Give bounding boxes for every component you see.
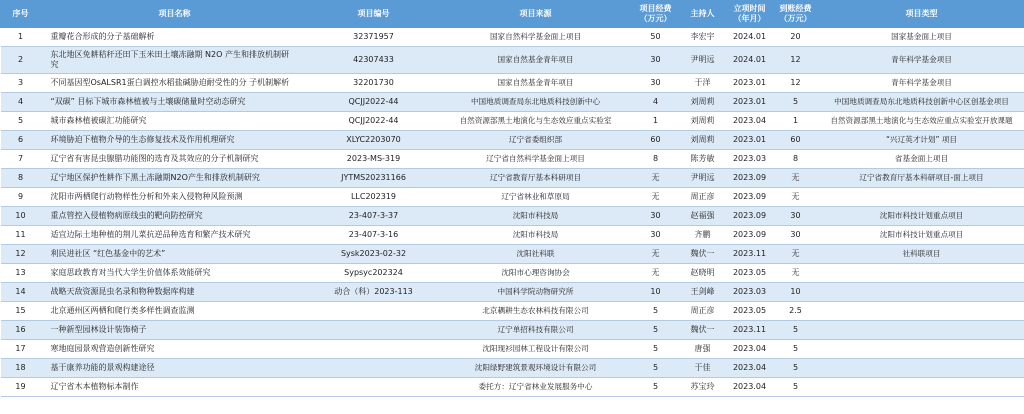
- header-received: [773, 1, 819, 28]
- table-row: [1, 131, 1024, 150]
- cell-name: 辽宁地区保护性耕作下黑土冻融期N2O产生和排放机制研究: [41, 169, 309, 188]
- cell-type: [819, 340, 1024, 359]
- cell-host: 周正彦: [679, 302, 727, 321]
- cell-source: 沈阳市科技局: [439, 207, 633, 226]
- cell-code: XLYC2203070: [309, 131, 439, 150]
- cell-received: 30: [773, 226, 819, 245]
- header-no: 序号: [1, 1, 41, 28]
- cell-no: 4: [1, 93, 41, 112]
- cell-source: 辽宁省教育厅基本科研项目: [439, 169, 633, 188]
- cell-type: [819, 321, 1024, 340]
- cell-name: 寒地庭园景观营造创新性研究: [41, 340, 309, 359]
- cell-type: [819, 378, 1024, 397]
- cell-funding: 5: [633, 359, 679, 378]
- cell-code: [309, 321, 439, 340]
- cell-no: 7: [1, 150, 41, 169]
- cell-received: 10: [773, 283, 819, 302]
- cell-type: 青年科学基金项目: [819, 47, 1024, 74]
- cell-received: 2.5: [773, 302, 819, 321]
- header-received-line2: （万元）: [779, 14, 812, 23]
- header-type: 项目类型: [819, 1, 1024, 28]
- cell-type: 省基金面上项目: [819, 150, 1024, 169]
- cell-received: 无: [773, 264, 819, 283]
- cell-source: 沈阳市科技局: [439, 226, 633, 245]
- cell-host: 魏伏一: [679, 245, 727, 264]
- cell-code: 动合（科）2023-113: [309, 283, 439, 302]
- cell-date: 2023.05: [727, 264, 773, 283]
- cell-name: 家庭思政教育对当代大学生价值体系效能研究: [41, 264, 309, 283]
- cell-date: 2023.09: [727, 207, 773, 226]
- cell-date: 2023.04: [727, 359, 773, 378]
- table-row: [1, 47, 1024, 74]
- cell-funding: 无: [633, 264, 679, 283]
- cell-no: 12: [1, 245, 41, 264]
- header-date-line2: （年月）: [733, 14, 766, 23]
- table-row: [1, 378, 1024, 397]
- cell-no: 11: [1, 226, 41, 245]
- cell-name: 战略天敌资源昆虫名录和物种数据库构建: [41, 283, 309, 302]
- cell-name: 利民进社区 “红色基金中的艺术”: [41, 245, 309, 264]
- cell-received: 5: [773, 359, 819, 378]
- cell-host: 赵福强: [679, 207, 727, 226]
- table-body: [1, 28, 1024, 397]
- cell-source: 自然资源部黑土地演化与生态效应重点实验室: [439, 112, 633, 131]
- cell-funding: 1: [633, 112, 679, 131]
- cell-host: 齐鹏: [679, 226, 727, 245]
- cell-type: 沈阳市科技计划重点项目: [819, 207, 1024, 226]
- cell-date: 2023.09: [727, 226, 773, 245]
- cell-code: [309, 302, 439, 321]
- cell-received: 无: [773, 169, 819, 188]
- cell-received: 5: [773, 93, 819, 112]
- cell-date: 2023.09: [727, 188, 773, 207]
- cell-source: 沈阳市心理咨询协会: [439, 264, 633, 283]
- cell-no: 16: [1, 321, 41, 340]
- header-funding-line1: 项目经费: [639, 4, 672, 13]
- cell-code: Sysk2023-02-32: [309, 245, 439, 264]
- header-received-line1: 到账经费: [779, 4, 812, 13]
- cell-source: 沈阳绿野建筑景观环境设计有限公司: [439, 359, 633, 378]
- cell-date: 2023.04: [727, 340, 773, 359]
- table-row: [1, 93, 1024, 112]
- cell-source: 沈阳社科联: [439, 245, 633, 264]
- cell-source: 国家自然基金青年项目: [439, 74, 633, 93]
- cell-type: 辽宁省教育厅基本科研项目-面上项目: [819, 169, 1024, 188]
- cell-name: “双碳” 目标下城市森林植被与土壤碳储量时空动态研究: [41, 93, 309, 112]
- cell-name: 适宜边际土地种植的荆儿菜抗逆品种选育和繁产技术研究: [41, 226, 309, 245]
- cell-type: 自然资源部黑土地演化与生态效应重点实验室开放课题: [819, 112, 1024, 131]
- table-row: [1, 74, 1024, 93]
- cell-funding: 5: [633, 340, 679, 359]
- table-row: [1, 207, 1024, 226]
- cell-type: [819, 188, 1024, 207]
- cell-no: 17: [1, 340, 41, 359]
- cell-name: 重点管控入侵植物病原线虫的靶向防控研究: [41, 207, 309, 226]
- cell-received: 无: [773, 188, 819, 207]
- cell-no: 5: [1, 112, 41, 131]
- table-row: [1, 264, 1024, 283]
- cell-host: 刘周莉: [679, 93, 727, 112]
- cell-host: 王剑峰: [679, 283, 727, 302]
- cell-host: 李宏宇: [679, 28, 727, 47]
- header-code: 项目编号: [309, 1, 439, 28]
- cell-name: 重瓣花合形成的分子基础解析: [41, 28, 309, 47]
- cell-date: 2023.04: [727, 378, 773, 397]
- cell-type: 沈阳市科技计划重点项目: [819, 226, 1024, 245]
- cell-funding: 30: [633, 207, 679, 226]
- cell-source: 辽宁省委组织部: [439, 131, 633, 150]
- table-row: [1, 150, 1024, 169]
- cell-no: 3: [1, 74, 41, 93]
- cell-code: [309, 378, 439, 397]
- cell-code: QCJJ2022-44: [309, 112, 439, 131]
- cell-funding: 无: [633, 245, 679, 264]
- cell-host: 于洋: [679, 74, 727, 93]
- cell-name: 沈阳市两栖爬行动物样性分析和外来入侵物种风险预测: [41, 188, 309, 207]
- cell-date: 2023.01: [727, 74, 773, 93]
- cell-received: 60: [773, 131, 819, 150]
- cell-received: 30: [773, 207, 819, 226]
- cell-source: 辽宁省自然科学基金面上项目: [439, 150, 633, 169]
- cell-code: 32201730: [309, 74, 439, 93]
- cell-no: 8: [1, 169, 41, 188]
- cell-date: 2023.11: [727, 245, 773, 264]
- cell-received: 5: [773, 378, 819, 397]
- cell-type: [819, 359, 1024, 378]
- cell-no: 14: [1, 283, 41, 302]
- cell-funding: 无: [633, 188, 679, 207]
- cell-no: 18: [1, 359, 41, 378]
- header-host: 主持人: [679, 1, 727, 28]
- cell-funding: 10: [633, 283, 679, 302]
- header-date: [727, 1, 773, 28]
- cell-funding: 无: [633, 169, 679, 188]
- table-row: [1, 112, 1024, 131]
- cell-host: 于佳: [679, 359, 727, 378]
- header-source: 项目来源: [439, 1, 633, 28]
- cell-type: “兴辽英才计划” 项目: [819, 131, 1024, 150]
- table-row: [1, 226, 1024, 245]
- cell-date: 2023.03: [727, 150, 773, 169]
- cell-code: Sypsyc202324: [309, 264, 439, 283]
- cell-code: 32371957: [309, 28, 439, 47]
- cell-date: 2023.09: [727, 169, 773, 188]
- cell-received: 12: [773, 74, 819, 93]
- table-row: [1, 359, 1024, 378]
- cell-funding: 30: [633, 47, 679, 74]
- cell-no: 15: [1, 302, 41, 321]
- cell-host: 苏宝玲: [679, 378, 727, 397]
- cell-host: 赵晓明: [679, 264, 727, 283]
- cell-funding: 5: [633, 378, 679, 397]
- cell-host: 尹明远: [679, 169, 727, 188]
- cell-host: 周正彦: [679, 188, 727, 207]
- cell-source: 沈阳现衫园林工程设计有限公司: [439, 340, 633, 359]
- cell-code: LLC202319: [309, 188, 439, 207]
- cell-name: 城市森林植被碳汇功能研究: [41, 112, 309, 131]
- cell-funding: 30: [633, 74, 679, 93]
- cell-funding: 5: [633, 302, 679, 321]
- cell-name: 基于康养功能的景观构建途径: [41, 359, 309, 378]
- cell-source: 北京耦耕生态农林科技有限公司: [439, 302, 633, 321]
- cell-received: 无: [773, 245, 819, 264]
- table-row: [1, 245, 1024, 264]
- cell-date: 2024.01: [727, 47, 773, 74]
- cell-date: 2023.11: [727, 321, 773, 340]
- cell-funding: 5: [633, 321, 679, 340]
- cell-type: [819, 264, 1024, 283]
- cell-name: 环境胁迫下植物介导的生态修复技术及作用机理研究: [41, 131, 309, 150]
- cell-name: 东北地区免耕秸秆还田下玉米田土壤冻融期 N2O 产生和排放机制研究: [41, 47, 309, 74]
- cell-code: 2023-MS-319: [309, 150, 439, 169]
- cell-no: 13: [1, 264, 41, 283]
- cell-name: 辽宁省木本植物标本制作: [41, 378, 309, 397]
- cell-type: [819, 283, 1024, 302]
- cell-date: 2023.01: [727, 93, 773, 112]
- cell-date: 2023.03: [727, 283, 773, 302]
- cell-no: 19: [1, 378, 41, 397]
- cell-type: [819, 302, 1024, 321]
- header-date-line1: 立项时间: [733, 4, 766, 13]
- cell-source: 国家自然基金青年项目: [439, 47, 633, 74]
- cell-host: 陈芳敏: [679, 150, 727, 169]
- cell-date: 2023.04: [727, 112, 773, 131]
- cell-code: 23-407-3-37: [309, 207, 439, 226]
- cell-name: 北京通州区两栖和爬行类多样性调查监测: [41, 302, 309, 321]
- header-name: 项目名称: [41, 1, 309, 28]
- table-row: [1, 321, 1024, 340]
- cell-funding: 50: [633, 28, 679, 47]
- cell-source: 国家自然科学基金面上项目: [439, 28, 633, 47]
- cell-received: 1: [773, 112, 819, 131]
- cell-source: 委托方：辽宁省林业发展服务中心: [439, 378, 633, 397]
- cell-source: 辽宁省林业和草原局: [439, 188, 633, 207]
- cell-source: 中国科学院动物研究所: [439, 283, 633, 302]
- cell-no: 2: [1, 47, 41, 74]
- table-row: [1, 302, 1024, 321]
- cell-type: 社科联项目: [819, 245, 1024, 264]
- cell-name: 辽宁省有害昆虫腺腊功能图的选育及其效应的分子机制研究: [41, 150, 309, 169]
- cell-funding: 60: [633, 131, 679, 150]
- cell-code: [309, 359, 439, 378]
- cell-host: 唐强: [679, 340, 727, 359]
- cell-source: 中国地质调查局东北地质科技创新中心: [439, 93, 633, 112]
- cell-code: 42307433: [309, 47, 439, 74]
- cell-date: 2023.05: [727, 302, 773, 321]
- cell-type: 中国地质调查局东北地质科技创新中心区创基金项目: [819, 93, 1024, 112]
- cell-code: JYTMS20231166: [309, 169, 439, 188]
- cell-date: 2023.01: [727, 131, 773, 150]
- cell-host: 刘周莉: [679, 112, 727, 131]
- cell-name: 不同基因型OsALSR1蛋白调控水稻盐碱胁迫耐受性的分 子机制解析: [41, 74, 309, 93]
- cell-code: 23-407-3-16: [309, 226, 439, 245]
- table-row: [1, 283, 1024, 302]
- header-row: [1, 1, 1024, 28]
- cell-host: 尹明远: [679, 47, 727, 74]
- cell-received: 5: [773, 340, 819, 359]
- cell-source: 辽宁单招科技有限公司: [439, 321, 633, 340]
- cell-funding: 4: [633, 93, 679, 112]
- cell-name: 一种新型园林设计装饰椅子: [41, 321, 309, 340]
- cell-received: 8: [773, 150, 819, 169]
- cell-host: 刘周莉: [679, 131, 727, 150]
- header-funding: [633, 1, 679, 28]
- cell-code: QCJJ2022-44: [309, 93, 439, 112]
- cell-no: 6: [1, 131, 41, 150]
- cell-date: 2024.01: [727, 28, 773, 47]
- cell-funding: 8: [633, 150, 679, 169]
- table-row: [1, 188, 1024, 207]
- cell-no: 1: [1, 28, 41, 47]
- table-row: [1, 340, 1024, 359]
- table-row: [1, 169, 1024, 188]
- header-funding-line2: （万元）: [639, 14, 672, 23]
- cell-funding: 30: [633, 226, 679, 245]
- cell-no: 10: [1, 207, 41, 226]
- cell-received: 12: [773, 47, 819, 74]
- cell-no: 9: [1, 188, 41, 207]
- table-row: [1, 28, 1024, 47]
- cell-host: 魏伏一: [679, 321, 727, 340]
- cell-type: 青年科学基金项目: [819, 74, 1024, 93]
- cell-code: [309, 340, 439, 359]
- cell-type: 国家基金面上项目: [819, 28, 1024, 47]
- cell-received: 20: [773, 28, 819, 47]
- cell-received: 5: [773, 321, 819, 340]
